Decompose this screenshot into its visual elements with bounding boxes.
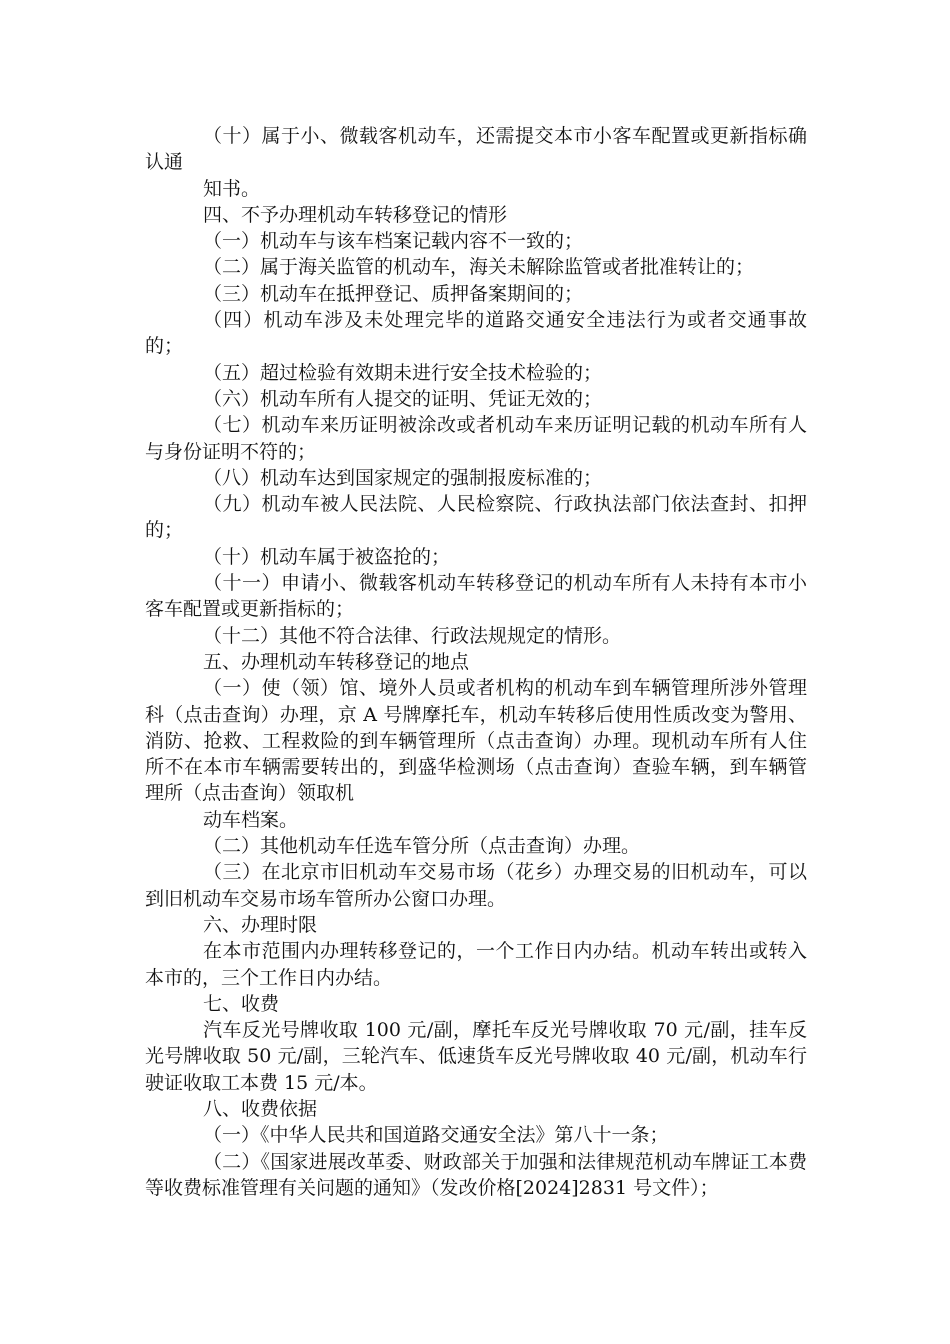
paragraph: （六）机动车所有人提交的证明、凭证无效的；	[203, 387, 603, 410]
paragraph: （八）机动车达到国家规定的强制报废标准的；	[203, 466, 603, 489]
paragraph: （四）机动车涉及未处理完毕的道路交通安全违法行为或者交通事故的；	[145, 309, 807, 358]
paragraph: （一）使（领）馆、境外人员或者机构的机动车到车辆管理所涉外管理科（点击查询）办理，京 A 号牌摩托车，机动车转移后使用性质改变为警用、消防、抢救、工程救险的到车辆管理所（点击查询）办理。现机动车所有人住所不在本市车辆需要转出的，到盛华检测场（点击查询）查验车辆，到车辆管理所（点击查询）领取机	[145, 677, 807, 805]
paragraph: 知书。	[203, 177, 261, 200]
paragraph: （三）在北京市旧机动车交易市场（花乡）办理交易的旧机动车，可以到旧机动车交易市场车管所办公窗口办理。	[145, 861, 807, 910]
paragraph: （二）属于海关监管的机动车，海关未解除监管或者批准转让的；	[203, 256, 755, 279]
paragraph: （一）机动车与该车档案记载内容不一致的；	[203, 230, 584, 253]
document-body	[145, 123, 807, 1201]
paragraph: （十）属于小、微载客机动车，还需提交本市小客车配置或更新指标确认通	[145, 125, 807, 174]
paragraph: （五）超过检验有效期未进行安全技术检验的；	[203, 361, 603, 384]
paragraph: 四、不予办理机动车转移登记的情形	[203, 203, 508, 226]
paragraph: 五、办理机动车转移登记的地点	[203, 650, 470, 673]
paragraph: （二）其他机动车任选车管分所（点击查询）办理。	[203, 835, 641, 858]
paragraph: 汽车反光号牌收取 100 元/副，摩托车反光号牌收取 70 元/副，挂车反光号牌收取 50 元/副，三轮汽车、低速货车反光号牌收取 40 元/副，机动车行驶证收取工本费 15 元/本。	[145, 1019, 807, 1094]
paragraph: （二）《国家进展改革委、财政部关于加强和法律规范机动车牌证工本费等收费标准管理有关问题的通知》（发改价格[2024]2831 号文件）；	[145, 1150, 807, 1199]
paragraph: （十一）申请小、微载客机动车转移登记的机动车所有人未持有本市小客车配置或更新指标的；	[145, 572, 807, 621]
paragraph: （七）机动车来历证明被涂改或者机动车来历证明记载的机动车所有人与身份证明不符的；	[145, 414, 807, 463]
paragraph: 八、收费依据	[203, 1097, 318, 1120]
paragraph: 七、收费	[203, 992, 280, 1015]
paragraph: 六、办理时限	[203, 913, 318, 936]
paragraph: （九）机动车被人民法院、人民检察院、行政执法部门依法查封、扣押的；	[145, 493, 807, 542]
paragraph: 在本市范围内办理转移登记的，一个工作日内办结。机动车转出或转入本市的，三个工作日内办结。	[145, 940, 807, 989]
paragraph: （一）《中华人民共和国道路交通安全法》第八十一条；	[203, 1124, 669, 1147]
paragraph: （十）机动车属于被盗抢的；	[203, 545, 451, 568]
paragraph: （十二）其他不符合法律、行政法规规定的情形。	[203, 624, 622, 647]
paragraph: 动车档案。	[203, 808, 299, 831]
paragraph: （三）机动车在抵押登记、质押备案期间的；	[203, 282, 584, 305]
